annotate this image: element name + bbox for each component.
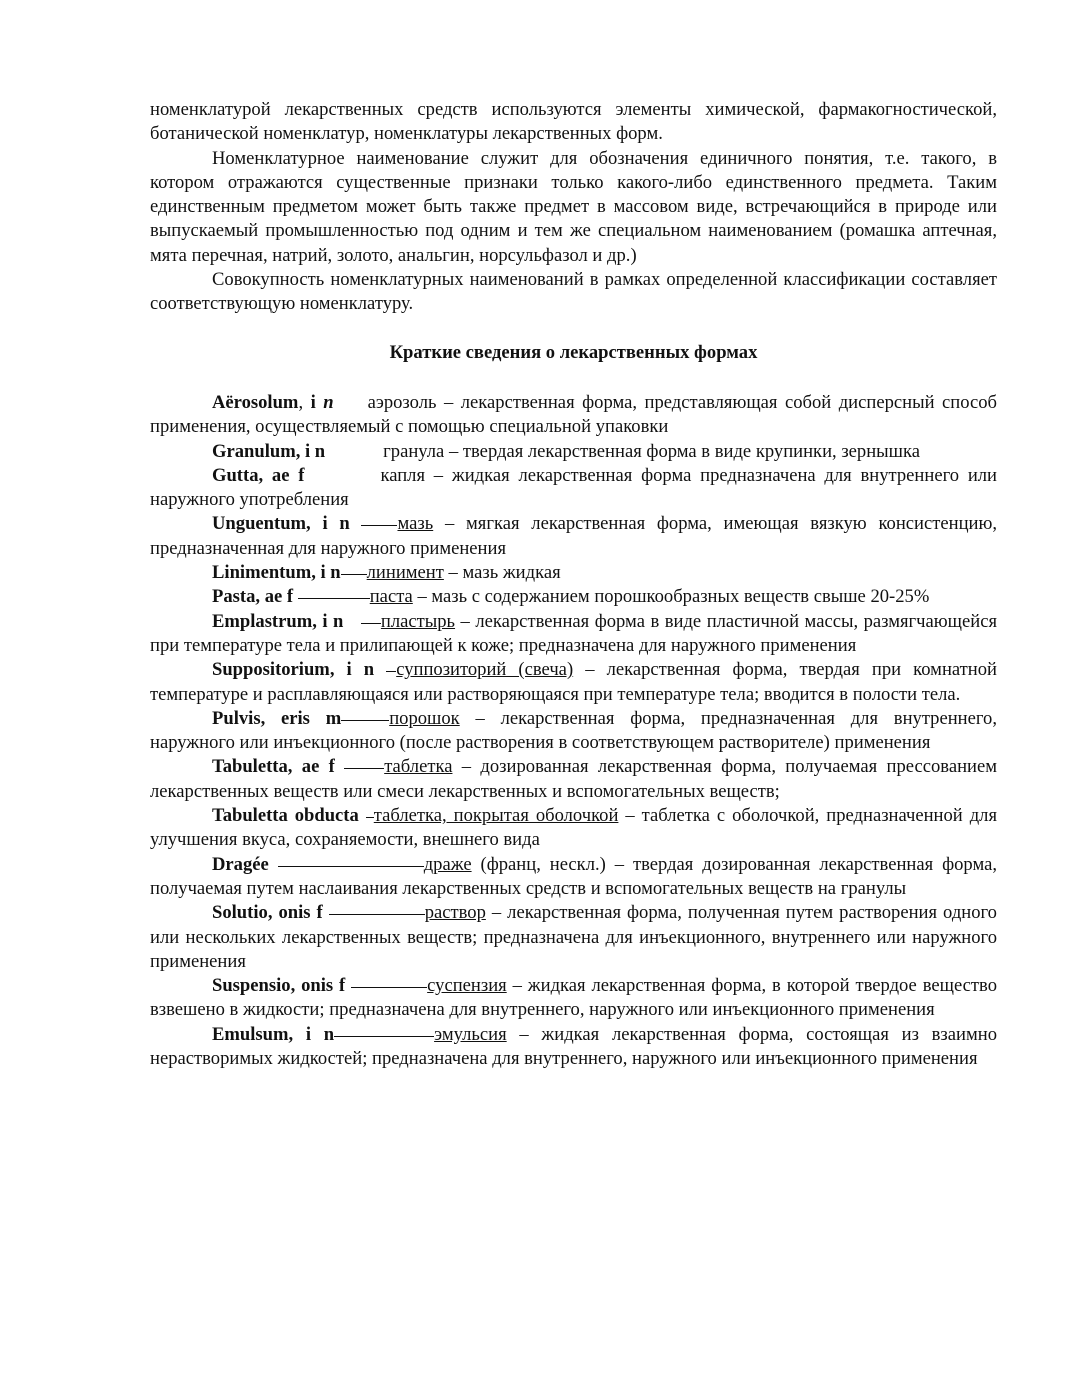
entry-tabuletta <box>150 755 997 804</box>
entry-dragee <box>150 853 997 902</box>
entry-definition: – мягкая лекарственная форма, имеющая вязкую консистенцию, предназначенная для наружного применения <box>150 513 998 559</box>
entry-term: Aërosolum <box>212 391 299 413</box>
entry-word: капля <box>380 464 425 486</box>
entry-sep: , <box>298 391 311 413</box>
entry-definition: – жидкая лекарственная форма, в которой твердое вещество взвешено в жидкости; предназначена для внутреннего, наружного или инъекционного применения <box>150 975 997 1021</box>
entry-gram: , ae f <box>255 586 294 608</box>
entry-unguentum <box>150 512 997 561</box>
entry-word: раствор <box>424 902 486 924</box>
entry-gram: , i n <box>312 610 344 632</box>
entry-definition: – лекарственная форма в виде пластичной массы, размягчающейся при температуре тела и прилипающей к коже; предназначена для наружного применения <box>150 610 997 656</box>
entry-term: Linimentum <box>212 562 312 584</box>
entry-definition: – мазь с содержанием порошкообразных веществ свыше 20-25% <box>412 586 930 608</box>
paragraph-intro-1: номенклатурой лекарственных средств используются элементы химической, фармакогностической, ботанической номенклатур, номенклатуры лекарственных форм. <box>150 99 997 145</box>
entry-gram: , onis f <box>290 975 346 997</box>
entry-definition: – лекарственная форма, твердая при комнатной температуре и расплавляющаяся или растворяющаяся при температуре тела; вводится в полости тела. <box>150 659 997 705</box>
entry-definition: – лекарственная форма, предназначенная для внутреннего, наружного или инъекционного (после растворения в соответствующем растворителе) применения <box>150 707 997 754</box>
entry-term: Unguentum <box>212 513 307 535</box>
entry-solutio <box>150 901 997 974</box>
entry-term: Suspensio <box>212 975 291 997</box>
entry-gram: , ae f <box>258 464 305 486</box>
entry-word: гранула <box>383 440 445 462</box>
entry-definition: – таблетка с оболочкой, предназначенной для улучшения вкуса, сохраняемости, внешнего вида <box>150 805 997 851</box>
entry-term: Emplastrum <box>212 610 313 632</box>
entry-gutta <box>150 464 997 513</box>
entry-aerosolum <box>150 391 997 440</box>
entry-emplastrum <box>150 610 997 659</box>
entry-word: мазь <box>397 513 434 535</box>
section-heading: Краткие сведения о лекарственных формах <box>389 341 758 363</box>
entry-word: драже <box>423 853 472 875</box>
entry-word: таблетка <box>384 756 453 778</box>
document-page <box>150 98 997 1071</box>
entry-definition: – твердая лекарственная форма в виде крупинки, зернышка <box>444 440 920 462</box>
entry-definition: – мазь жидкая <box>443 562 561 584</box>
entry-definition: – дозированная лекарственная форма, получаемая прессованием лекарственных веществ или смеси лекарственных и вспомогательных веществ; <box>150 756 997 802</box>
entry-word: таблетка, покрытая оболочкой <box>373 805 619 827</box>
paragraph-intro-3: Совокупность номенклатурных наименований в рамках определенной классификации составляет соответствующую номенклатуру. <box>150 269 997 315</box>
entry-gram: , i n <box>288 1023 335 1045</box>
paragraph-intro-2: Номенклатурное наименование служит для обозначения единичного понятия, т.е. такого, в котором отражаются существенные признаки только какого-либо единственного предмета. Таким единственным предметом может быть также предмет в массовом виде, встречающийся в природе или выпускаемый промышленностью под одним и тем же специальном наименованием (ромашка аптечная, мята перечная, натрий, золото, анальгин, норсульфазол и др.) <box>150 147 997 266</box>
entry-definition: – лекарственная форма, представляющая собой дисперсный способ применения, осуществляемый с помощью специальной упаковки <box>150 391 997 438</box>
entry-word: порошок <box>389 707 460 729</box>
entry-term: Pasta <box>212 586 256 608</box>
entry-word: аэрозоль <box>367 391 437 413</box>
entry-definition: – лекарственная форма, полученная путем растворения одного или нескольких лекарственных веществ; предназначена для инъекционного, внутреннего или наружного применения <box>150 902 997 972</box>
entry-granulum <box>150 440 997 464</box>
entry-pasta <box>150 585 997 609</box>
entry-tabuletta-obducta <box>150 804 997 853</box>
entry-term: Tabuletta obducta <box>212 805 359 827</box>
entry-pulvis <box>150 707 997 756</box>
entry-word: эмульсия <box>434 1023 507 1045</box>
entry-gram: , i n <box>306 513 350 535</box>
entry-definition: – жидкая лекарственная форма предназначена для внутреннего или наружного употребления <box>150 464 998 511</box>
entry-gram: i <box>310 391 316 413</box>
entry-word: суппозиторий (свеча) <box>396 659 574 681</box>
entry-word: паста <box>369 586 413 608</box>
entry-gram: , eris m <box>260 707 342 729</box>
entry-word: линимент <box>366 562 444 584</box>
entry-suspensio <box>150 974 997 1023</box>
entry-emulsum <box>150 1023 997 1072</box>
entry-gram: , onis f <box>267 902 323 924</box>
entry-linimentum <box>150 561 997 585</box>
entry-gram: , i n <box>311 562 341 584</box>
entry-definition: (франц, нескл.) – твердая дозированная лекарственная форма, получаемая путем наслаивания лекарственных средств и вспомогательных веществ на гранулы <box>150 853 997 899</box>
entry-term: Dragée <box>212 853 269 875</box>
entry-word: пластырь <box>380 610 456 632</box>
entry-term: Granulum, i n <box>212 440 326 462</box>
entry-term: Solutio <box>212 902 268 924</box>
entry-suppositorium <box>150 658 997 707</box>
entry-word: суспензия <box>427 975 507 997</box>
entry-gram: , ae f <box>287 756 335 778</box>
entry-term: Suppositorium <box>212 659 330 681</box>
entry-term: Pulvis <box>212 707 261 729</box>
entry-term: Emulsum <box>212 1023 289 1045</box>
entry-term: Gutta <box>212 464 259 486</box>
entry-gender: n <box>323 391 334 413</box>
entry-term: Tabuletta <box>212 756 288 778</box>
entry-gram: , i n <box>329 659 375 681</box>
entry-definition: – жидкая лекарственная форма, состоящая из взаимно нерастворимых жидкостей; предназначена для внутреннего, наружного или инъекционного применения <box>150 1023 997 1069</box>
